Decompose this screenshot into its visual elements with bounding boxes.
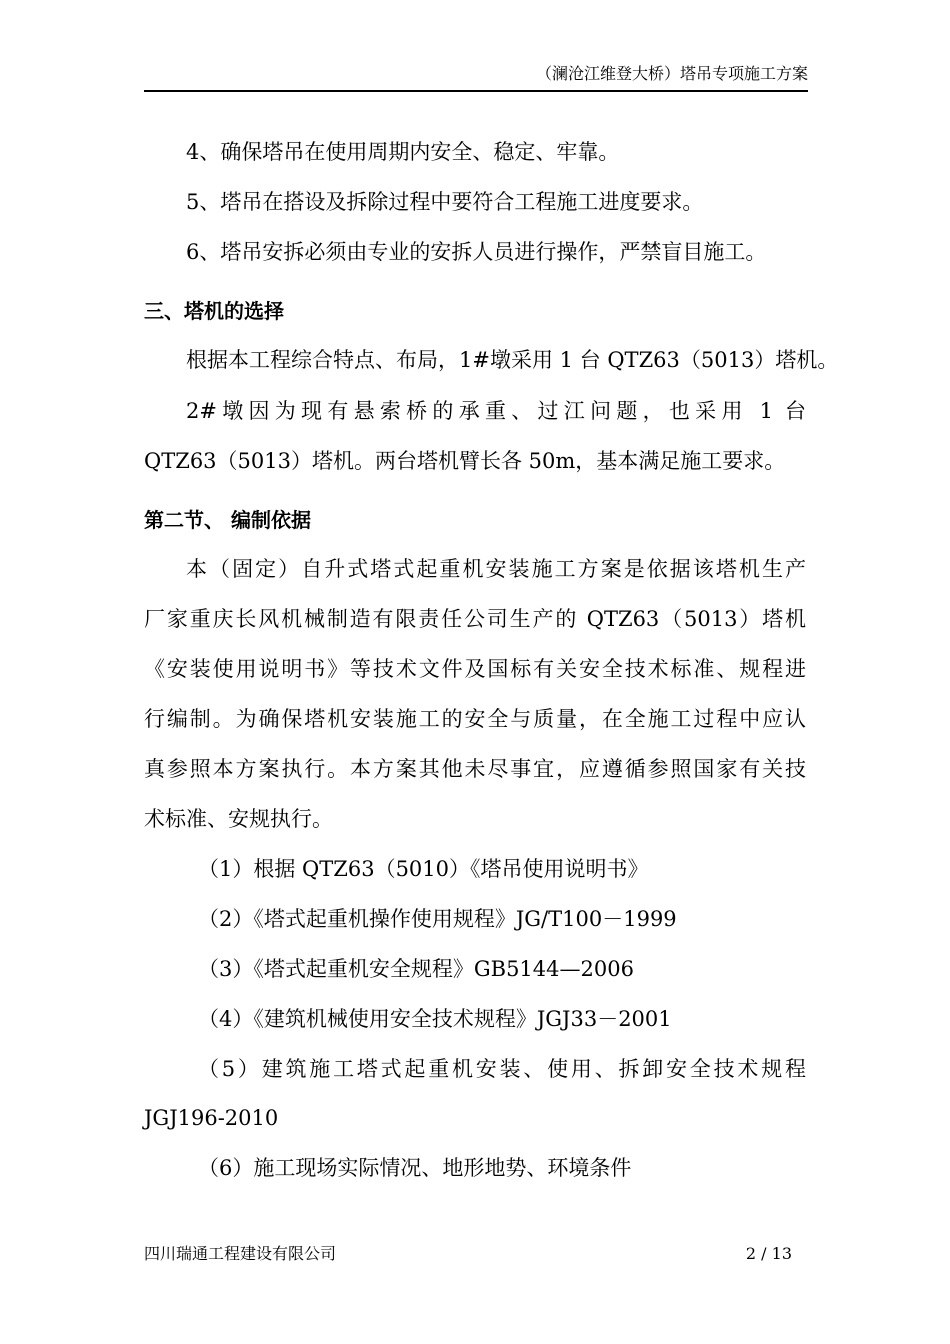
document-title: （澜沧江维登大桥）塔吊专项施工方案 bbox=[535, 64, 808, 83]
paragraph-line: 真参照本方案执行。本方案其他未尽事宜，应遵循参照国家有关技 bbox=[144, 757, 806, 781]
page-number: 2 / 13 bbox=[745, 1244, 792, 1263]
reference-item: （4）《建筑机械使用安全技术规程》JGJ33－2001 bbox=[198, 1007, 672, 1031]
section-heading: 三、塔机的选择 bbox=[144, 299, 284, 323]
paragraph-line: 根据本工程综合特点、布局，1#墩采用 1 台 QTZ63（5013）塔机。 bbox=[186, 348, 839, 372]
paragraph-line: QTZ63（5013）塔机。两台塔机臂长各 50m，基本满足施工要求。 bbox=[144, 449, 786, 473]
reference-item: （5）建筑施工塔式起重机安装、使用、拆卸安全技术规程 bbox=[198, 1057, 806, 1081]
paragraph-line: 厂家重庆长风机械制造有限责任公司生产的 QTZ63（5013）塔机 bbox=[144, 607, 806, 631]
paragraph-line: 行编制。为确保塔机安装施工的安全与质量，在全施工过程中应认 bbox=[144, 707, 806, 731]
requirement-item: 6、塔吊安拆必须由专业的安拆人员进行操作，严禁盲目施工。 bbox=[186, 240, 767, 264]
paragraph-line: 《安装使用说明书》等技术文件及国标有关安全技术标准、规程进 bbox=[144, 657, 806, 681]
reference-item-continuation: JGJ196-2010 bbox=[144, 1106, 279, 1130]
section-heading: 第二节、 编制依据 bbox=[144, 508, 311, 532]
requirement-item: 4、确保塔吊在使用周期内安全、稳定、牢靠。 bbox=[186, 140, 620, 164]
reference-item: （3）《塔式起重机安全规程》GB5144—2006 bbox=[198, 957, 634, 981]
paragraph-line: 2#墩因为现有悬索桥的承重、过江问题，也采用 1 台 bbox=[186, 399, 806, 423]
company-name: 四川瑞通工程建设有限公司 bbox=[144, 1244, 337, 1263]
page-header bbox=[144, 64, 808, 92]
paragraph-line: 本（固定）自升式塔式起重机安装施工方案是依据该塔机生产 bbox=[186, 557, 806, 581]
requirement-item: 5、塔吊在搭设及拆除过程中要符合工程施工进度要求。 bbox=[186, 190, 704, 214]
reference-item: （6）施工现场实际情况、地形地势、环境条件 bbox=[198, 1156, 632, 1180]
paragraph-line: 术标准、安规执行。 bbox=[144, 807, 333, 831]
reference-item: （1）根据 QTZ63（5010）《塔吊使用说明书》 bbox=[198, 857, 649, 881]
reference-item: （2）《塔式起重机操作使用规程》JG/T100－1999 bbox=[198, 907, 677, 931]
